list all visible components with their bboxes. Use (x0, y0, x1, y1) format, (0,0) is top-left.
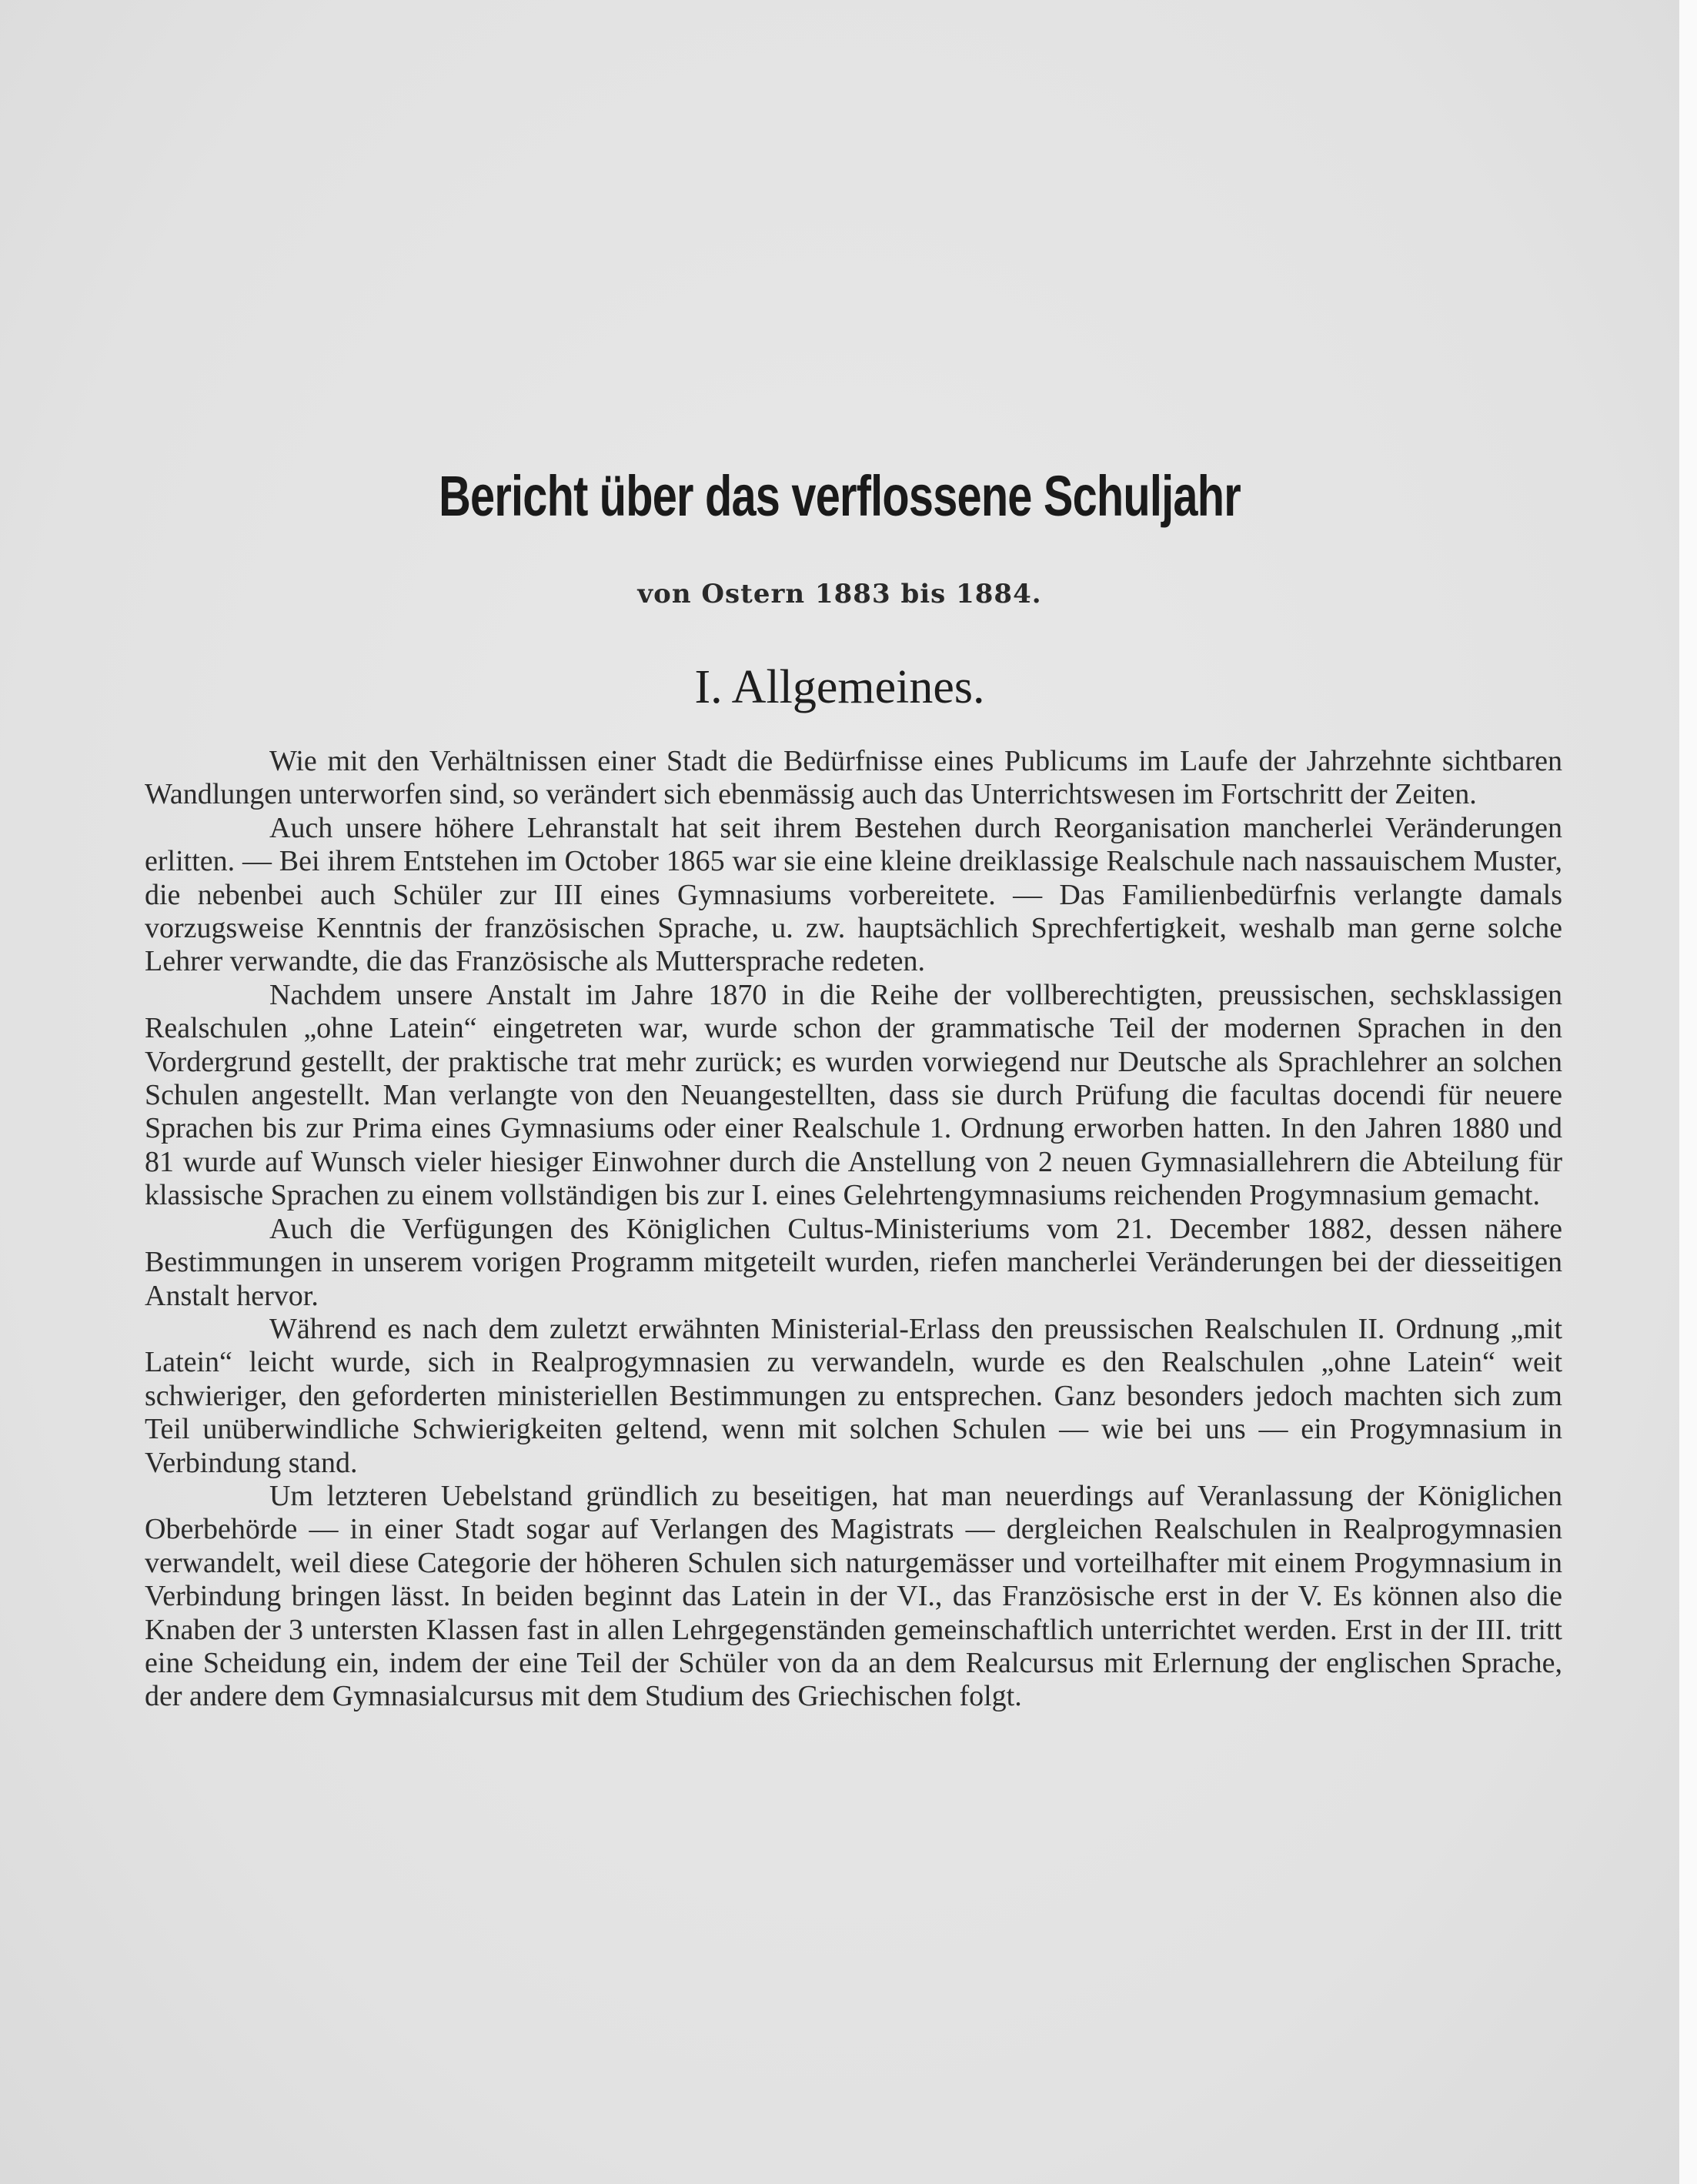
paragraph: Auch unsere höhere Lehranstalt hat seit ihrem Bestehen durch Reorganisation mancherlei Veränderungen erlitten. — Bei ihrem Entstehen im October 1865 war sie eine kleine dreiklassige Realschule nach nassauischem Muster, die nebenbei auch Schüler zur III eines Gymnasiums vorbereitete. — Das Familienbedürfnis verlangte damals vorzugsweise Kenntnis der französischen Sprache, u. zw. hauptsächlich Sprechfertigkeit, weshalb man gerne solche Lehrer verwandte, die das Französische als Muttersprache redeten. (145, 811, 1562, 978)
paragraph: Auch die Verfügungen des Königlichen Cultus-Ministeriums vom 21. December 1882, dessen nähere Bestimmungen in unserem vorigen Programm mitgeteilt wurden, riefen mancherlei Veränderungen bei der diesseitigen Anstalt hervor. (145, 1212, 1562, 1312)
paragraph: Während es nach dem zuletzt erwähnten Ministerial-Erlass den preussischen Realschulen II. Ordnung „mit Latein“ leicht wurde, sich in Realprogymnasien zu verwandeln, wurde es den Realschulen „ohne Latein“ weit schwieriger, den geforderten ministeriellen Bestimmungen zu entsprechen. Ganz besonders jedoch machten sich zum Teil unüberwindliche Schwierigkeiten geltend, wenn mit solchen Schulen — wie bei uns — ein Progymnasium in Verbindung stand. (145, 1312, 1562, 1479)
page-subtitle: von Ostern 1883 bis 1884. (637, 579, 1042, 609)
paragraph: Nachdem unsere Anstalt im Jahre 1870 in die Reihe der vollberechtigten, preussischen, sechsklassigen Realschulen „ohne Latein“ eingetreten war, wurde schon der grammatische Teil der modernen Sprachen in den Vordergrund gestellt, der praktische trat mehr zurück; es wurden vorwiegend nur Deutsche als Sprachlehrer an solchen Schulen angestellt. Man verlangte von den Neuangestellten, dass sie durch Prüfung die facultas docendi für neuere Sprachen bis zur Prima eines Gymnasiums oder einer Realschule 1. Ordnung erworben hatten. In den Jahren 1880 und 81 wurde auf Wunsch vieler hiesiger Einwohner durch die Anstellung von 2 neuen Gymnasiallehrern die Abteilung für klassische Sprachen zu einem vollständigen bis zur I. eines Gelehrtengymnasiums reichenden Progymnasium gemacht. (145, 978, 1562, 1212)
body-text (145, 745, 1562, 1714)
section-heading: I. Allgemeines. (694, 661, 985, 713)
page-edge (1679, 0, 1697, 2184)
paragraph: Wie mit den Verhältnissen einer Stadt die Bedürfnisse eines Publicums im Laufe der Jahrzehnte sichtbaren Wandlungen unterworfen sind, so verändert sich ebenmässig auch das Unterrichtswesen im Fortschritt der Zeiten. (145, 745, 1562, 811)
paragraph: Um letzteren Uebelstand gründlich zu beseitigen, hat man neuerdings auf Veranlassung der Königlichen Oberbehörde — in einer Stadt sogar auf Verlangen des Magistrats — dergleichen Realschulen in Realprogymnasien verwandelt, weil diese Categorie der höheren Schulen sich naturgemässer und vorteilhafter mit einem Progymnasium in Verbindung bringen lässt. In beiden beginnt das Latein in der VI., das Französische erst in der V. Es können also die Knaben der 3 untersten Klassen fast in allen Lehrgegenständen gemeinschaftlich unterrichtet werden. Erst in der III. tritt eine Scheidung ein, indem der eine Teil der Schüler von da an dem Realcursus mit Erlernung der englischen Sprache, der andere dem Gymnasialcursus mit dem Studium des Griechischen folgt. (145, 1479, 1562, 1713)
page-title: Bericht über das verflossene Schuljahr (439, 464, 1241, 528)
